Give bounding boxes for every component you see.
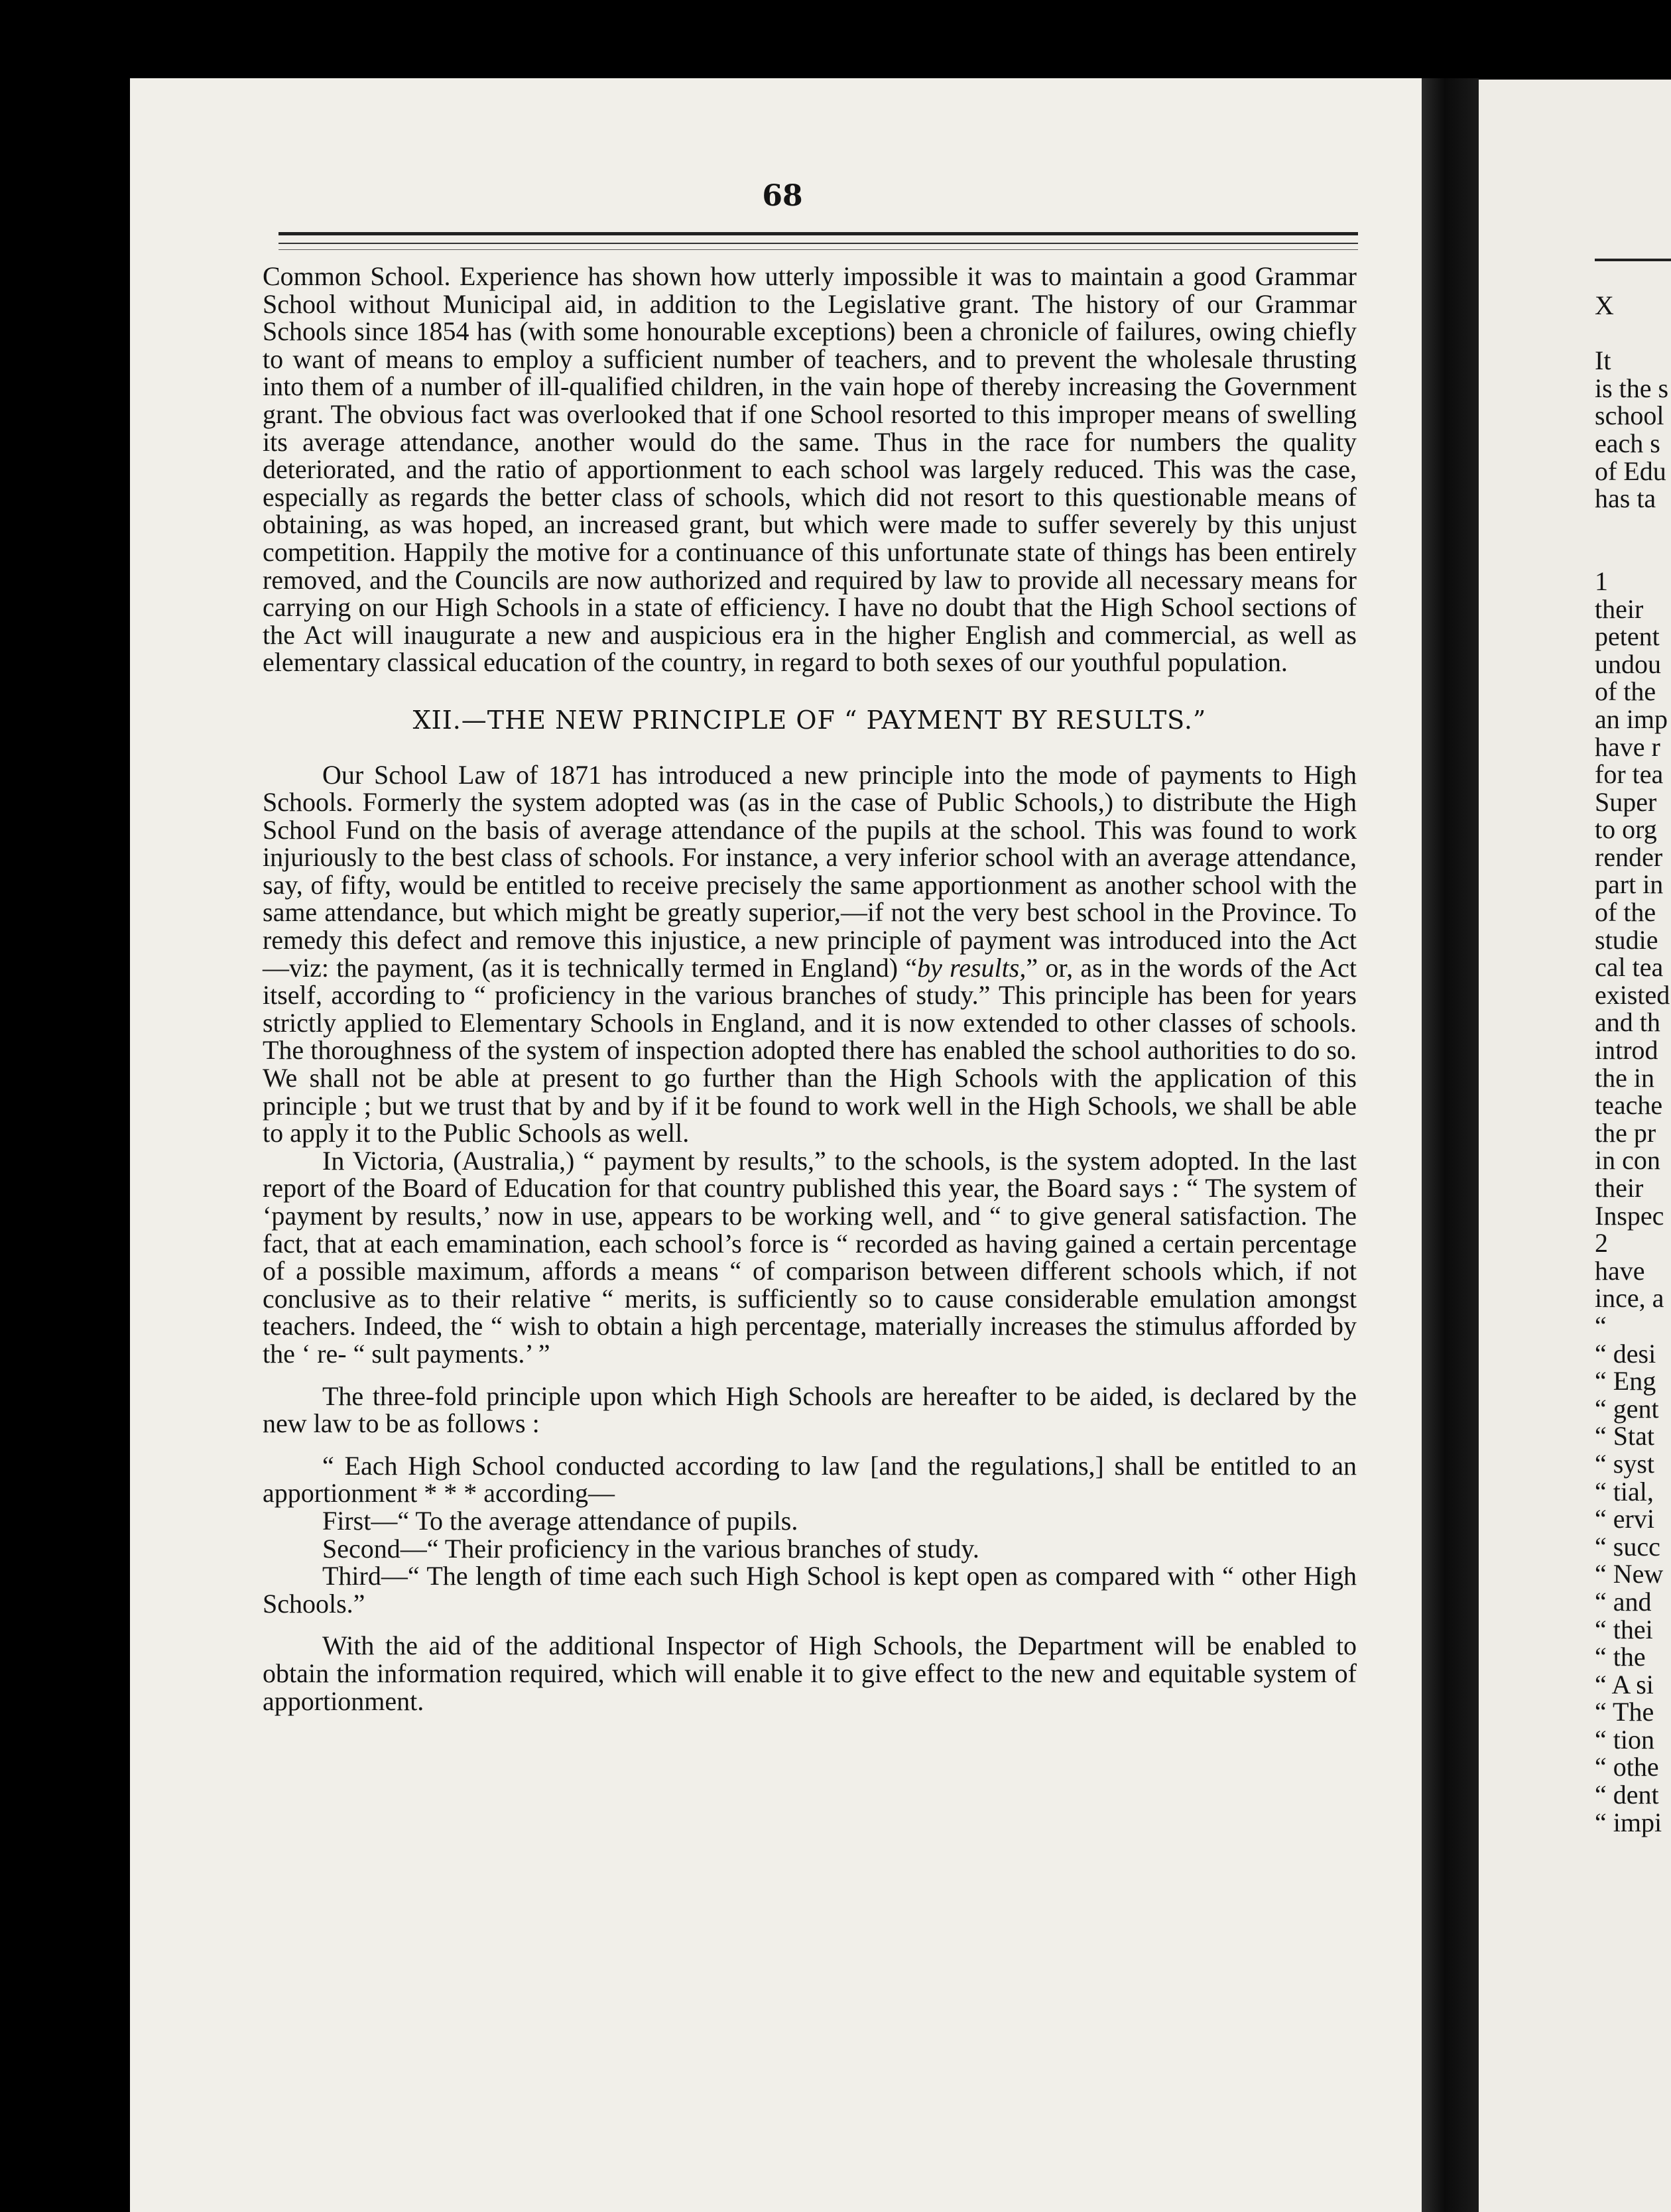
right-page-line: Inspec xyxy=(1595,1200,1664,1231)
right-page-line: “ impi xyxy=(1595,1807,1662,1837)
right-page-line: 1 xyxy=(1595,566,1608,596)
right-page-line: have r xyxy=(1595,731,1660,762)
right-page-line: is the s xyxy=(1595,373,1669,403)
right-page-line: for tea xyxy=(1595,759,1664,790)
right-page-line: and th xyxy=(1595,1007,1660,1038)
payment-law-text-b: ” or, as in the words of the Act itself, according to “ proficiency in the various branches of study.” This principle has been for years strictly applied to Elementary Schools in England, and it is now extended to other classes of schools. The thoroughness of the system of inspection adopted there has enabled the school authorities to do so. We shall not be able at present to go further than the High Schools with the application of this principle ; but we trust that by and by if it be found to work well in the High Schools, we shall be able to apply it to the Public Schools as well. xyxy=(263,952,1357,1148)
law-quote-line: “ Each High School conducted according to law [and the regulations,] shall be entitled to an apportionment * * * according— xyxy=(263,1450,1357,1508)
right-page-line: “ xyxy=(1595,1310,1607,1341)
right-page-line: “ tial, xyxy=(1595,1476,1654,1506)
right-page-line: “ Eng xyxy=(1595,1366,1656,1396)
right-page-line: 2 xyxy=(1595,1228,1608,1259)
header-rule-thin xyxy=(278,243,1358,244)
header-rule-thick xyxy=(278,232,1358,235)
section-heading: XII.—THE NEW PRINCIPLE OF “ PAYMENT BY RESULTS.” xyxy=(412,705,1207,735)
right-page-line: to org xyxy=(1595,814,1657,845)
right-page-line: “ gent xyxy=(1595,1393,1659,1424)
third-principle: Third—“ The length of time each such High School is kept open as compared with “ other High Schools.” xyxy=(263,1561,1357,1619)
second-principle: Second—“ Their proficiency in the various branches of study. xyxy=(322,1533,979,1564)
right-page-line: of the xyxy=(1595,676,1656,707)
victoria-paragraph: In Victoria, (Australia,) “ payment by results,” to the schools, is the system adopted. In the last report of the Board of Education for that country published this year, the Board says : “ The system of ‘payment by results,’ now in use, appears to be working well, and “ to give general satisfaction. The fact, that at each emamination, each school’s force is “ recorded as having gained a certain percentage of a possible maximum, affords a means “ of comparison between different schools which, if not conclusive as to their relative “ merits, is sufficiently so to cause considerable emulation amongst teachers. Indeed, the “ wish to obtain a high percentage, materially increases the stimulus afforded by the ‘ re- “ sult payments.’ ” xyxy=(263,1145,1357,1369)
right-page-line: school xyxy=(1595,400,1664,431)
right-page-line: ince, a xyxy=(1595,1283,1664,1314)
right-page-line: render xyxy=(1595,841,1663,872)
header-rule-hairline xyxy=(278,249,1358,250)
right-page-line: studie xyxy=(1595,924,1658,955)
right-page-line: “ The xyxy=(1595,1697,1654,1727)
right-page-line: “ desi xyxy=(1595,1338,1656,1369)
three-fold-paragraph: The three-fold principle upon which High Schools are hereafter to be aided, is declared by the new law to be as follows : xyxy=(263,1381,1357,1439)
payment-law-paragraph xyxy=(263,761,1357,1147)
right-page-line: in con xyxy=(1595,1145,1660,1176)
page-number: 68 xyxy=(762,179,803,213)
right-page-line: part in xyxy=(1595,869,1664,900)
right-page-line: their xyxy=(1595,1173,1644,1203)
right-page-line xyxy=(1595,320,1670,347)
right-page-line: an imp xyxy=(1595,704,1668,734)
right-page-line: “ A si xyxy=(1595,1669,1654,1699)
right-page-line: “ Stat xyxy=(1595,1421,1654,1451)
right-page-line: “ thei xyxy=(1595,1614,1653,1644)
page-body xyxy=(263,263,1357,1715)
right-page-line: “ dent xyxy=(1595,1780,1659,1810)
right-page-line: Super xyxy=(1595,786,1657,817)
right-page-line: “ and xyxy=(1595,1586,1652,1617)
right-page-fragments xyxy=(1595,292,1670,1836)
right-page-line xyxy=(1595,540,1670,568)
continuation-paragraph: Common School. Experience has shown how utterly impossible it was to maintain a good Grammar School without Municipal aid, in addition to the Legislative grant. The history of our Grammar Schools since 1854 has (with some honourable exceptions) been a chronicle of failures, owing chiefly to want of means to employ a sufficient number of teachers, and to prevent the wholesale thrusting into them of a number of ill-qualified children, in the vain hope of thereby increasing the Government grant. The obvious fact was overlooked that if one School resorted to this improper means of swelling its average attendance, another would do the same. Thus in the race for numbers the quality deteriorated, and the ratio of apportionment to each school was largely reduced. This was the case, especially as regards the better class of schools, which did not resort to this questionable means of obtaining, as was hoped, an increased grant, but which were made to suffer severely by this unjust competition. Happily the motive for a continuance of this unfortunate state of things has been entirely removed, and the Councils are now authorized and required by law to provide all necessary means for carrying on our High Schools in a state of efficiency. I have no doubt that the High School sections of the Act will inaugurate a new and auspicious era in the higher English and commercial, as well as elementary classical education of the country, in regard to both sexes of our youthful population. xyxy=(263,261,1357,678)
first-principle: First—“ To the average attendance of pupils. xyxy=(322,1505,798,1536)
right-page-rule xyxy=(1595,259,1671,261)
payment-law-text-a: Our School Law of 1871 has introduced a new principle into the mode of payments to High Schools. Formerly the system adopted was (as in the case of Public Schools,) to distribute the High School Fund on the basis of average attendance of the pupils at the school. This was found to work injuriously to the best class of schools. For instance, a very inferior school with an average attendance, say, of fifty, would be entitled to receive precisely the same apportionment as another school with the same attendance, but which might be greatly superior,—if not the very best school in the Province. To remedy this defect and remove this injustice, a new principle of payment was introduced into the Act—viz: the payment, (as it is technically termed in England) “ xyxy=(263,759,1357,983)
right-page-line: each s xyxy=(1595,428,1660,458)
right-page-line: X xyxy=(1595,290,1614,320)
right-page-line: “ syst xyxy=(1595,1448,1654,1479)
right-page-line: “ succ xyxy=(1595,1531,1660,1562)
right-page-line: their xyxy=(1595,593,1644,624)
right-page-line: teache xyxy=(1595,1090,1663,1121)
right-page-line xyxy=(1595,513,1670,540)
right-page-line: introd xyxy=(1595,1035,1658,1066)
right-page-line: “ ervi xyxy=(1595,1504,1654,1534)
right-page-line: existed xyxy=(1595,979,1670,1010)
right-page-line: the pr xyxy=(1595,1117,1656,1148)
right-page-line: the in xyxy=(1595,1062,1654,1093)
right-page-line: petent xyxy=(1595,621,1660,652)
by-results-italic: by results, xyxy=(917,952,1026,983)
law-quote xyxy=(263,1452,1357,1618)
right-page-line: of the xyxy=(1595,897,1656,928)
right-page-line: “ othe xyxy=(1595,1752,1659,1782)
right-page-line: “ tion xyxy=(1595,1724,1654,1754)
right-page-line: undou xyxy=(1595,648,1661,679)
right-page-line: have xyxy=(1595,1255,1645,1286)
right-page-line: has ta xyxy=(1595,483,1656,514)
right-page-line: cal tea xyxy=(1595,952,1664,983)
right-page-line: “ the xyxy=(1595,1642,1646,1672)
book-gutter xyxy=(1422,78,1479,2212)
right-page-line: of Edu xyxy=(1595,456,1666,486)
right-page-line: It xyxy=(1595,345,1611,376)
right-page-line: “ New xyxy=(1595,1559,1664,1589)
inspector-paragraph: With the aid of the additional Inspector of High Schools, the Department will be enabled to obtain the information required, which will enable it to give effect to the new and equitable system of apportionment. xyxy=(263,1630,1357,1716)
